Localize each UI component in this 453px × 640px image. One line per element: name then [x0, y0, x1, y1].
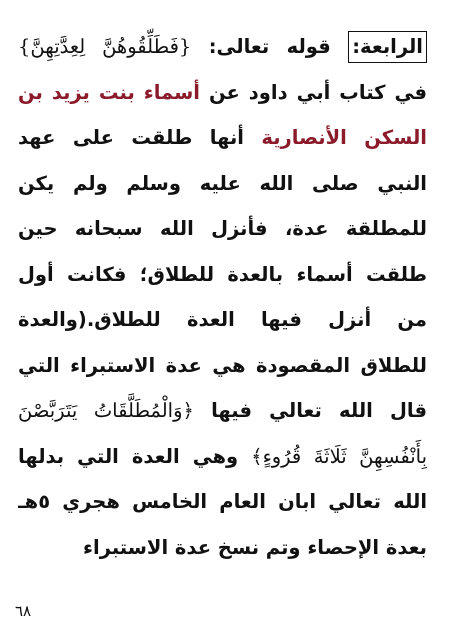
quran-verse: {فَطَلِّقُوهُنَّ لِعِدَّتِهِنَّ} — [18, 35, 192, 58]
page-number: ٦٨ — [15, 602, 32, 620]
text-segment: النبي صلى الله عليه وسلم ولم يكن — [18, 171, 427, 195]
text-segment: طلقت أسماء بالعدة للطلاق؛ فكانت أول — [18, 262, 427, 286]
text-segment: للطلاق المقصودة هي عدة الاستبراء التي — [18, 353, 427, 377]
text-line — [18, 161, 427, 207]
text-line — [18, 525, 427, 571]
text-line — [18, 388, 427, 434]
text-line — [18, 206, 427, 252]
text-segment: قال الله تعالي فيها — [193, 399, 427, 422]
text-line — [18, 297, 427, 343]
highlighted-name: أسماء بنت يزيد بن — [18, 80, 200, 104]
highlighted-name: السكن الأنصارية — [261, 126, 427, 149]
text-line — [18, 343, 427, 389]
section-label: الرابعة: — [348, 31, 427, 63]
text-segment: وهي العدة التي بدلها — [18, 444, 252, 468]
text-line — [18, 24, 427, 70]
text-body — [18, 24, 427, 570]
text-segment: للمطلقة عدة، فأنزل الله سبحانه حين — [18, 217, 427, 240]
quran-verse: ﴿وَالْمُطَلَّقَاتُ يَتَرَبَّصْنَ — [18, 399, 194, 422]
text-line — [18, 252, 427, 298]
text-segment: من أنزل فيها العدة للطلاق.(والعدة — [18, 308, 427, 331]
quran-verse: بِأَنْفُسِهِنَّ ثَلَاثَةَ قُرُوءٍ﴾ — [251, 444, 427, 468]
text-segment: الله تعالي ابان العام الخامس هجري ٥هـ — [18, 490, 427, 513]
text-segment: بعدة الإحصاء وتم نسخ عدة الاستبراء — [83, 535, 427, 559]
text-segment: قوله تعالى: — [191, 35, 349, 58]
text-line — [18, 70, 427, 116]
text-line — [18, 479, 427, 525]
text-segment: في كتاب أبي داود عن — [199, 80, 427, 104]
text-line — [18, 434, 427, 480]
text-segment: أنها طلقت على عهد — [18, 126, 262, 149]
text-line — [18, 115, 427, 161]
